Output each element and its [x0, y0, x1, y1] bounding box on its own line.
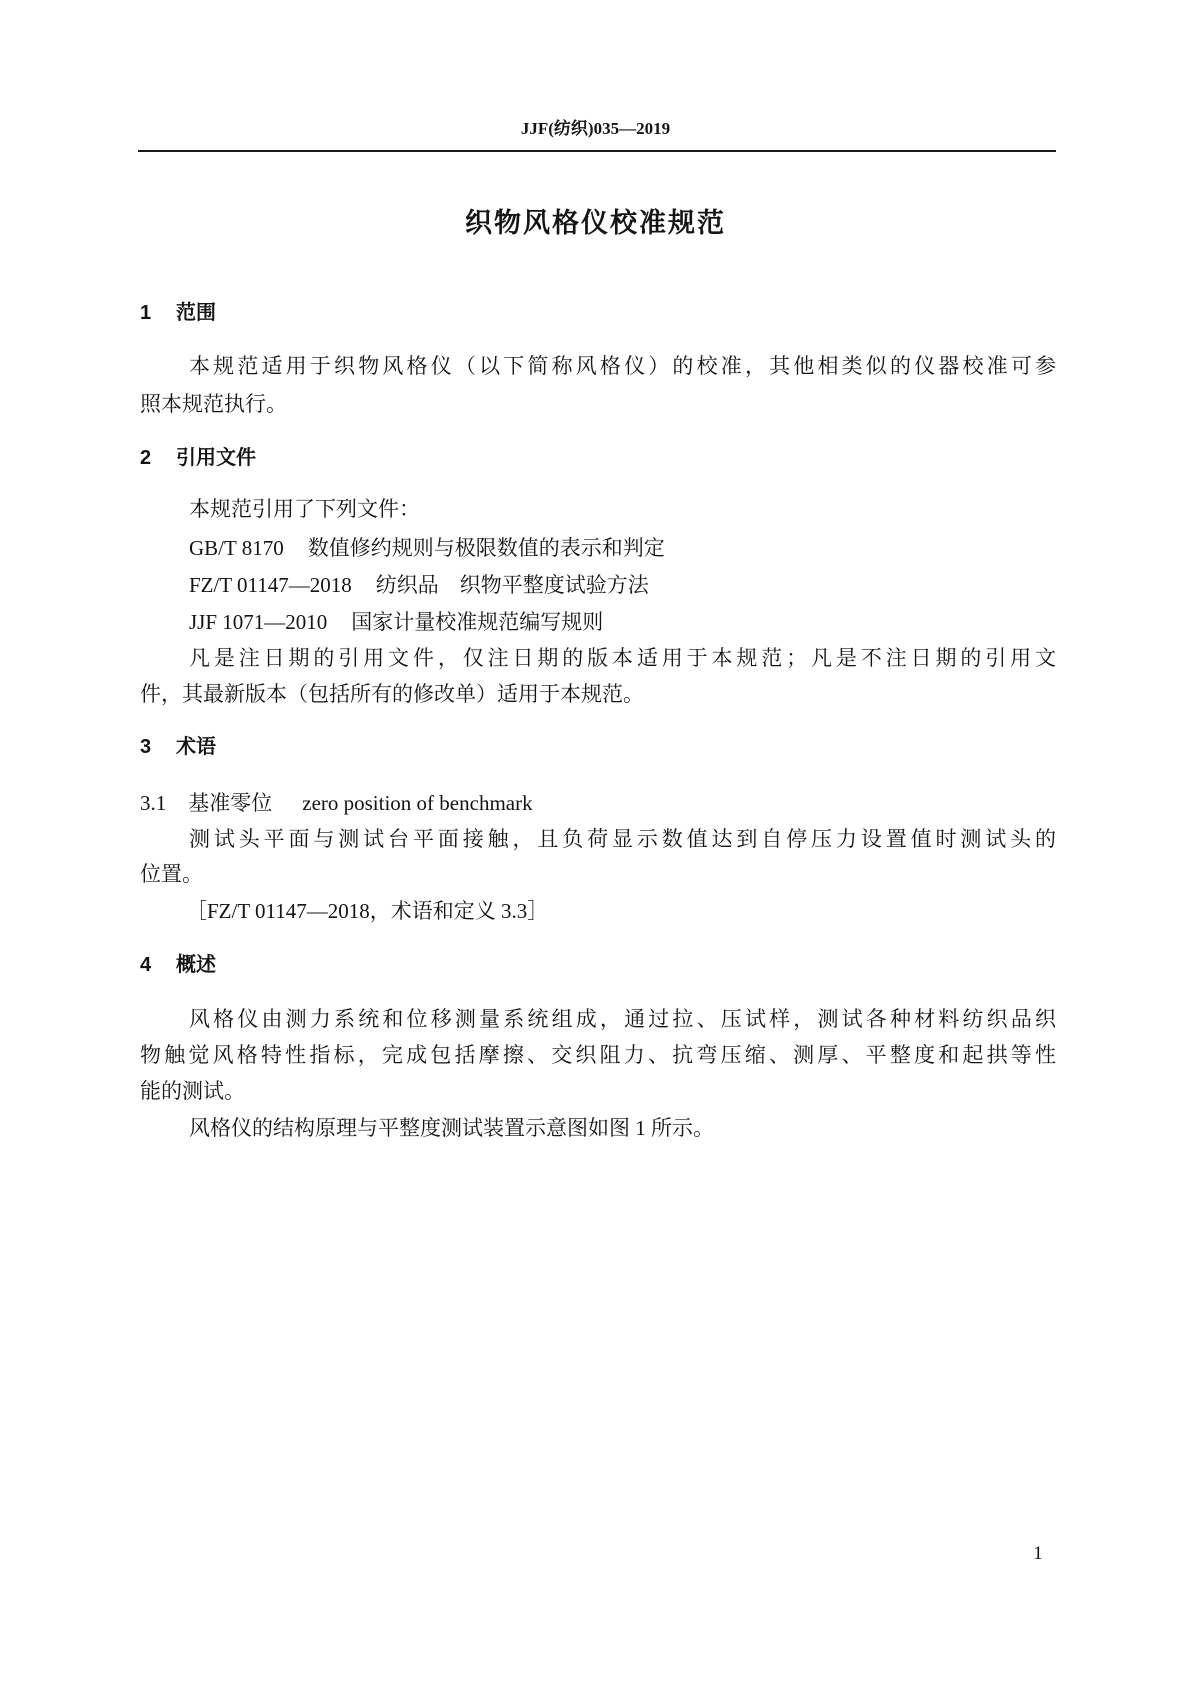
paragraph-line: 物触觉风格特性指标，完成包括摩擦、交织阻力、抗弯压缩、测厚、平整度和起拱等性 [140, 1043, 1056, 1067]
reference-title: 纺织品 织物平整度试验方法 [375, 573, 649, 597]
section-title: 范围 [176, 302, 216, 324]
section-title: 术语 [176, 736, 216, 758]
reference-item [189, 604, 1056, 640]
term-name-cn: 基准零位 [188, 791, 273, 815]
section-title: 概述 [176, 954, 216, 976]
section-heading-terms [140, 729, 216, 765]
term-definition-line: 位置。 [140, 862, 203, 886]
section-number: 1 [140, 302, 152, 324]
term-source: ［FZ/T 01147—2018，术语和定义 3.3］ [186, 899, 549, 923]
reference-code: GB/T 8170 [189, 536, 284, 560]
reference-title: 数值修约规则与极限数值的表示和判定 [307, 536, 665, 560]
section-number: 3 [140, 736, 152, 758]
section-title: 引用文件 [176, 447, 256, 469]
reference-item [189, 530, 1056, 566]
paragraph-line: 能的测试。 [140, 1079, 245, 1103]
reference-title: 国家计量校准规范编写规则 [351, 610, 604, 634]
references-intro: 本规范引用了下列文件： [189, 497, 420, 521]
reference-code: FZ/T 01147—2018 [189, 573, 352, 597]
paragraph-line: 照本规范执行。 [140, 392, 287, 416]
term-definition-line: 测试头平面与测试台平面接触，且负荷显示数值达到自停压力设置值时测试头的 [189, 827, 1056, 851]
paragraph-line: 本规范适用于织物风格仪（以下简称风格仪）的校准，其他相类似的仪器校准可参 [189, 354, 1056, 378]
section-number: 4 [140, 954, 152, 976]
term-number: 3.1 [140, 791, 167, 815]
paragraph-line: 件，其最新版本（包括所有的修改单）适用于本规范。 [140, 682, 644, 706]
section-number: 2 [140, 447, 152, 469]
document-title: 织物风格仪校准规范 [465, 208, 726, 238]
reference-item [189, 567, 1056, 603]
document-code-header: JJF(纺织)035—2019 [520, 119, 671, 138]
reference-code: JJF 1071—2010 [189, 610, 328, 634]
term-entry-heading [140, 785, 1056, 821]
paragraph-line: 凡是注日期的引用文件，仅注日期的版本适用于本规范；凡是不注日期的引用文 [189, 646, 1056, 670]
section-heading-overview [140, 947, 216, 983]
paragraph-line: 风格仪由测力系统和位移测量系统组成，通过拉、压试样，测试各种材料纺织品织 [189, 1007, 1056, 1031]
term-name-en: zero position of benchmark [302, 791, 533, 815]
header-divider [138, 150, 1056, 152]
page-number: 1 [1033, 1543, 1043, 1564]
section-heading-scope [140, 295, 216, 331]
paragraph-line: 风格仪的结构原理与平整度测试装置示意图如图 1 所示。 [189, 1116, 714, 1140]
section-heading-references [140, 440, 256, 476]
